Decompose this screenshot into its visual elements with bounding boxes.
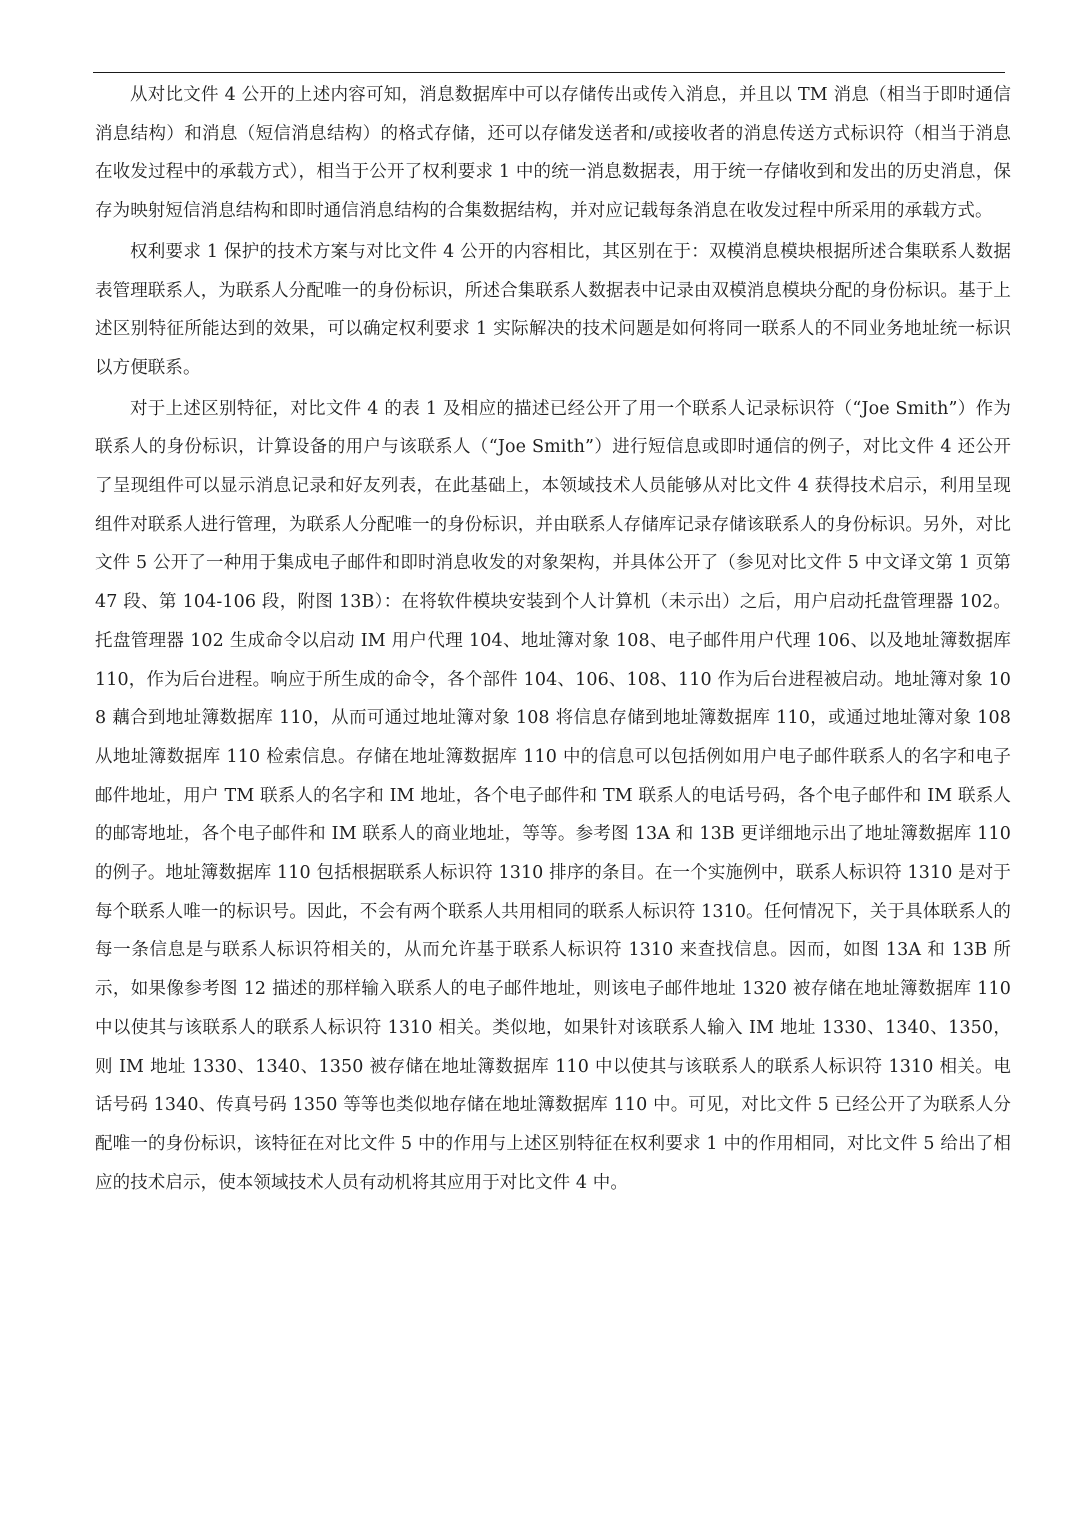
- paragraph-3: 对于上述区别特征，对比文件 4 的表 1 及相应的描述已经公开了用一个联系人记录标识符（“Joe Smith”）作为联系人的身份标识，计算设备的用户与该联系人（“Joe Smith”）进行短信息或即时通信的例子，对比文件 4 还公开了呈现组件可以显示消息记录和好友列表，在此基础上，本领域技术人员能够从对比文件 4 获得技术启示，利用呈现组件对联系人进行管理，为联系人分配唯一的身份标识，并由联系人存储库记录存储该联系人的身份标识。另外，对比文件 5 公开了一种用于集成电子邮件和即时消息收发的对象架构，并具体公开了（参见对比文件 5 中文译文第 1 页第 47 段、第 104-106 段，附图 13B）：在将软件模块安装到个人计算机（未示出）之后，用户启动托盘管理器 102。托盘管理器 102 生成命令以启动 IM 用户代理 104、地址簿对象 108、电子邮件用户代理 106、以及地址簿数据库 110，作为后台进程。响应于所生成的命令，各个部件 104、106、108、110 作为后台进程被启动。地址簿对象 108 藕合到地址簿数据库 110，从而可通过地址簿对象 108 将信息存储到地址簿数据库 110，或通过地址簿对象 108 从地址簿数据库 110 检索信息。存储在地址簿数据库 110 中的信息可以包括例如用户电子邮件联系人的名字和电子邮件地址，用户 TM 联系人的名字和 IM 地址，各个电子邮件和 TM 联系人的电话号码，各个电子邮件和 IM 联系人的邮寄地址，各个电子邮件和 IM 联系人的商业地址，等等。参考图 13A 和 13B 更详细地示出了地址簿数据库 110 的例子。地址簿数据库 110 包括根据联系人标识符 1310 排序的条目。在一个实施例中，联系人标识符 1310 是对于每个联系人唯一的标识号。因此，不会有两个联系人共用相同的联系人标识符 1310。任何情况下，关于具体联系人的每一条信息是与联系人标识符相关的，从而允许基于联系人标识符 1310 来查找信息。因而，如图 13A 和 13B 所示，如果像参考图 12 描述的那样输入联系人的电子邮件地址，则该电子邮件地址 1320 被存储在地址簿数据库 110 中以使其与该联系人的联系人标识符 1310 相关。类似地，如果针对该联系人输入 IM 地址 1330、1340、1350，则 IM 地址 1330、1340、1350 被存储在地址簿数据库 110 中以使其与该联系人的联系人标识符 1310 相关。电话号码 1340、传真号码 1350 等等也类似地存储在地址簿数据库 110 中。可见，对比文件 5 已经公开了为联系人分配唯一的身份标识，该特征在对比文件 5 中的作用与上述区别特征在权利要求 1 中的作用相同，对比文件 5 给出了相应的技术启示，使本领域技术人员有动机将其应用于对比文件 4 中。: [95, 398, 1011, 1193]
- paragraph-1: 从对比文件 4 公开的上述内容可知，消息数据库中可以存储传出或传入消息，并且以 TM 消息（相当于即时通信消息结构）和消息（短信消息结构）的格式存储，还可以存储发送者和/或接收者的消息传送方式标识符（相当于消息在收发过程中的承载方式），相当于公开了权利要求 1 中的统一消息数据表，用于统一存储收到和发出的历史消息，保存为映射短信消息结构和即时通信消息结构的合集数据结构，并对应记载每条消息在收发过程中所采用的承载方式。: [95, 85, 1011, 222]
- paragraph-2: 权利要求 1 保护的技术方案与对比文件 4 公开的内容相比，其区别在于：双模消息模块根据所述合集联系人数据表管理联系人，为联系人分配唯一的身份标识，所述合集联系人数据表中记录由双模消息模块分配的身份标识。基于上述区别特征所能达到的效果，可以确定权利要求 1 实际解决的技术问题是如何将同一联系人的不同业务地址统一标识以方便联系。: [95, 241, 1011, 378]
- header-rule: [93, 72, 1005, 73]
- document-body: [95, 76, 1011, 1202]
